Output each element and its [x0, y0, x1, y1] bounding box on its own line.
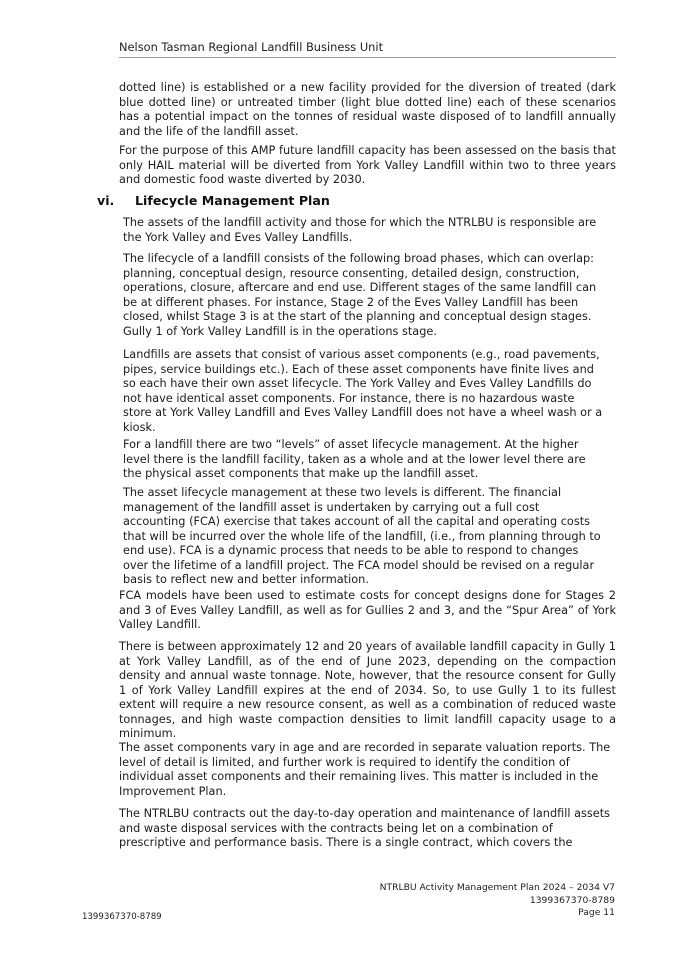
paragraph-amp-capacity-basis: For the purpose of this AMP future landfill capacity has been assessed on the basis that only HAIL material will be diverted from York Valley Landfill within two to three years and domestic food waste diverted by 2030. — [119, 144, 616, 186]
paragraph-asset-components: Landfills are assets that consist of various asset components (e.g., road pavements, pipes, service buildings etc.). Each of these asset components have finite lives and so each have their own asset lifecycle. The York Valley and Eves Valley Landfills do not have identical asset components. For instance, there is no hazardous waste store at York Valley Landfill and Eves Valley Landfill does not have a wheel wash or a kiosk. — [123, 348, 603, 434]
paragraph-lifecycle-phases: The lifecycle of a landfill consists of the following broad phases, which can overlap: planning, conceptual design, resource consenting, detailed design, construction, operations, closure, aftercare and end use. Different stages of the same landfill can be at different phases. For instance, Stage 2 of the Eves Valley Landfill has been closed, whilst Stage 3 is at the start of the planning and conceptual design stages. Gully 1 of York Valley Landfill is in the operations stage. — [123, 252, 597, 338]
paragraph-fca-management: The asset lifecycle management at these two levels is different. The financial management of the landfill asset is undertaken by carrying out a full cost accounting (FCA) exercise that takes account of all the capital and operating costs that will be incurred over the whole life of the landfill, (i.e., from planning through to end use). FCA is a dynamic process that needs to be able to respond to changes over the lifetime of a landfill project. The FCA model should be revised on a regular basis to reflect new and better information. — [123, 486, 601, 586]
paragraph-gully-capacity: There is between approximately 12 and 20 years of available landfill capacity in Gully 1 at York Valley Landfill, as of the end of June 2023, depending on the compaction density and annual waste tonnage. Note, however, that the resource consent for Gully 1 of York Valley Landfill expires at the end of 2034. So, to use Gully 1 to its fullest extent will require a new resource consent, as well as a combination of reduced waste tonnages, and high waste compaction densities to limit landfill capacity usage to a minimum. — [119, 640, 616, 740]
paragraph-fca-models: FCA models have been used to estimate costs for concept designs done for Stages 2 and 3 of Eves Valley Landfill, as well as for Gullies 2 and 3, and the “Spur Area” of York Valley Landfill. — [119, 589, 616, 631]
section-number: vi. — [97, 193, 115, 208]
footer-plan-title: NTRLBU Activity Management Plan 2024 – 2034 V7 — [379, 882, 615, 893]
section-heading: Lifecycle Management Plan — [135, 193, 330, 208]
footer-page-number: Page 11 — [578, 907, 615, 919]
header-divider — [119, 57, 616, 58]
paragraph-diversion-scenarios: dotted line) is established or a new facility provided for the diversion of treated (dark blue dotted line) or untreated timber (light blue dotted line) each of these scenarios has a potential impact on the tonnes of residual waste disposed of to landfill annually and the life of the landfill asset. — [119, 81, 616, 138]
page-footer — [380, 882, 615, 920]
running-header: Nelson Tasman Regional Landfill Business Unit — [119, 40, 384, 54]
paragraph-landfill-assets: The assets of the landfill activity and those for which the NTRLBU is responsible are the York Valley and Eves Valley Landfills. — [123, 216, 597, 244]
paragraph-management-levels: For a landfill there are two “levels” of asset lifecycle management. At the higher level there is the landfill facility, taken as a whole and at the lower level there are the physical asset components that make up the landfill asset. — [123, 438, 586, 480]
document-id: 1399367370-8789 — [82, 912, 162, 922]
paragraph-asset-age: The asset components vary in age and are recorded in separate valuation reports. The level of detail is limited, and further work is required to identify the condition of individual asset components and their remaining lives. This matter is included in the Improvement Plan. — [119, 741, 611, 798]
paragraph-contracts: The NTRLBU contracts out the day-to-day operation and maintenance of landfill assets and waste disposal services with the contracts being let on a combination of prescriptive and performance basis. There is a single contract, which covers the — [119, 807, 611, 849]
footer-reference: 1399367370-8789 — [529, 894, 615, 906]
